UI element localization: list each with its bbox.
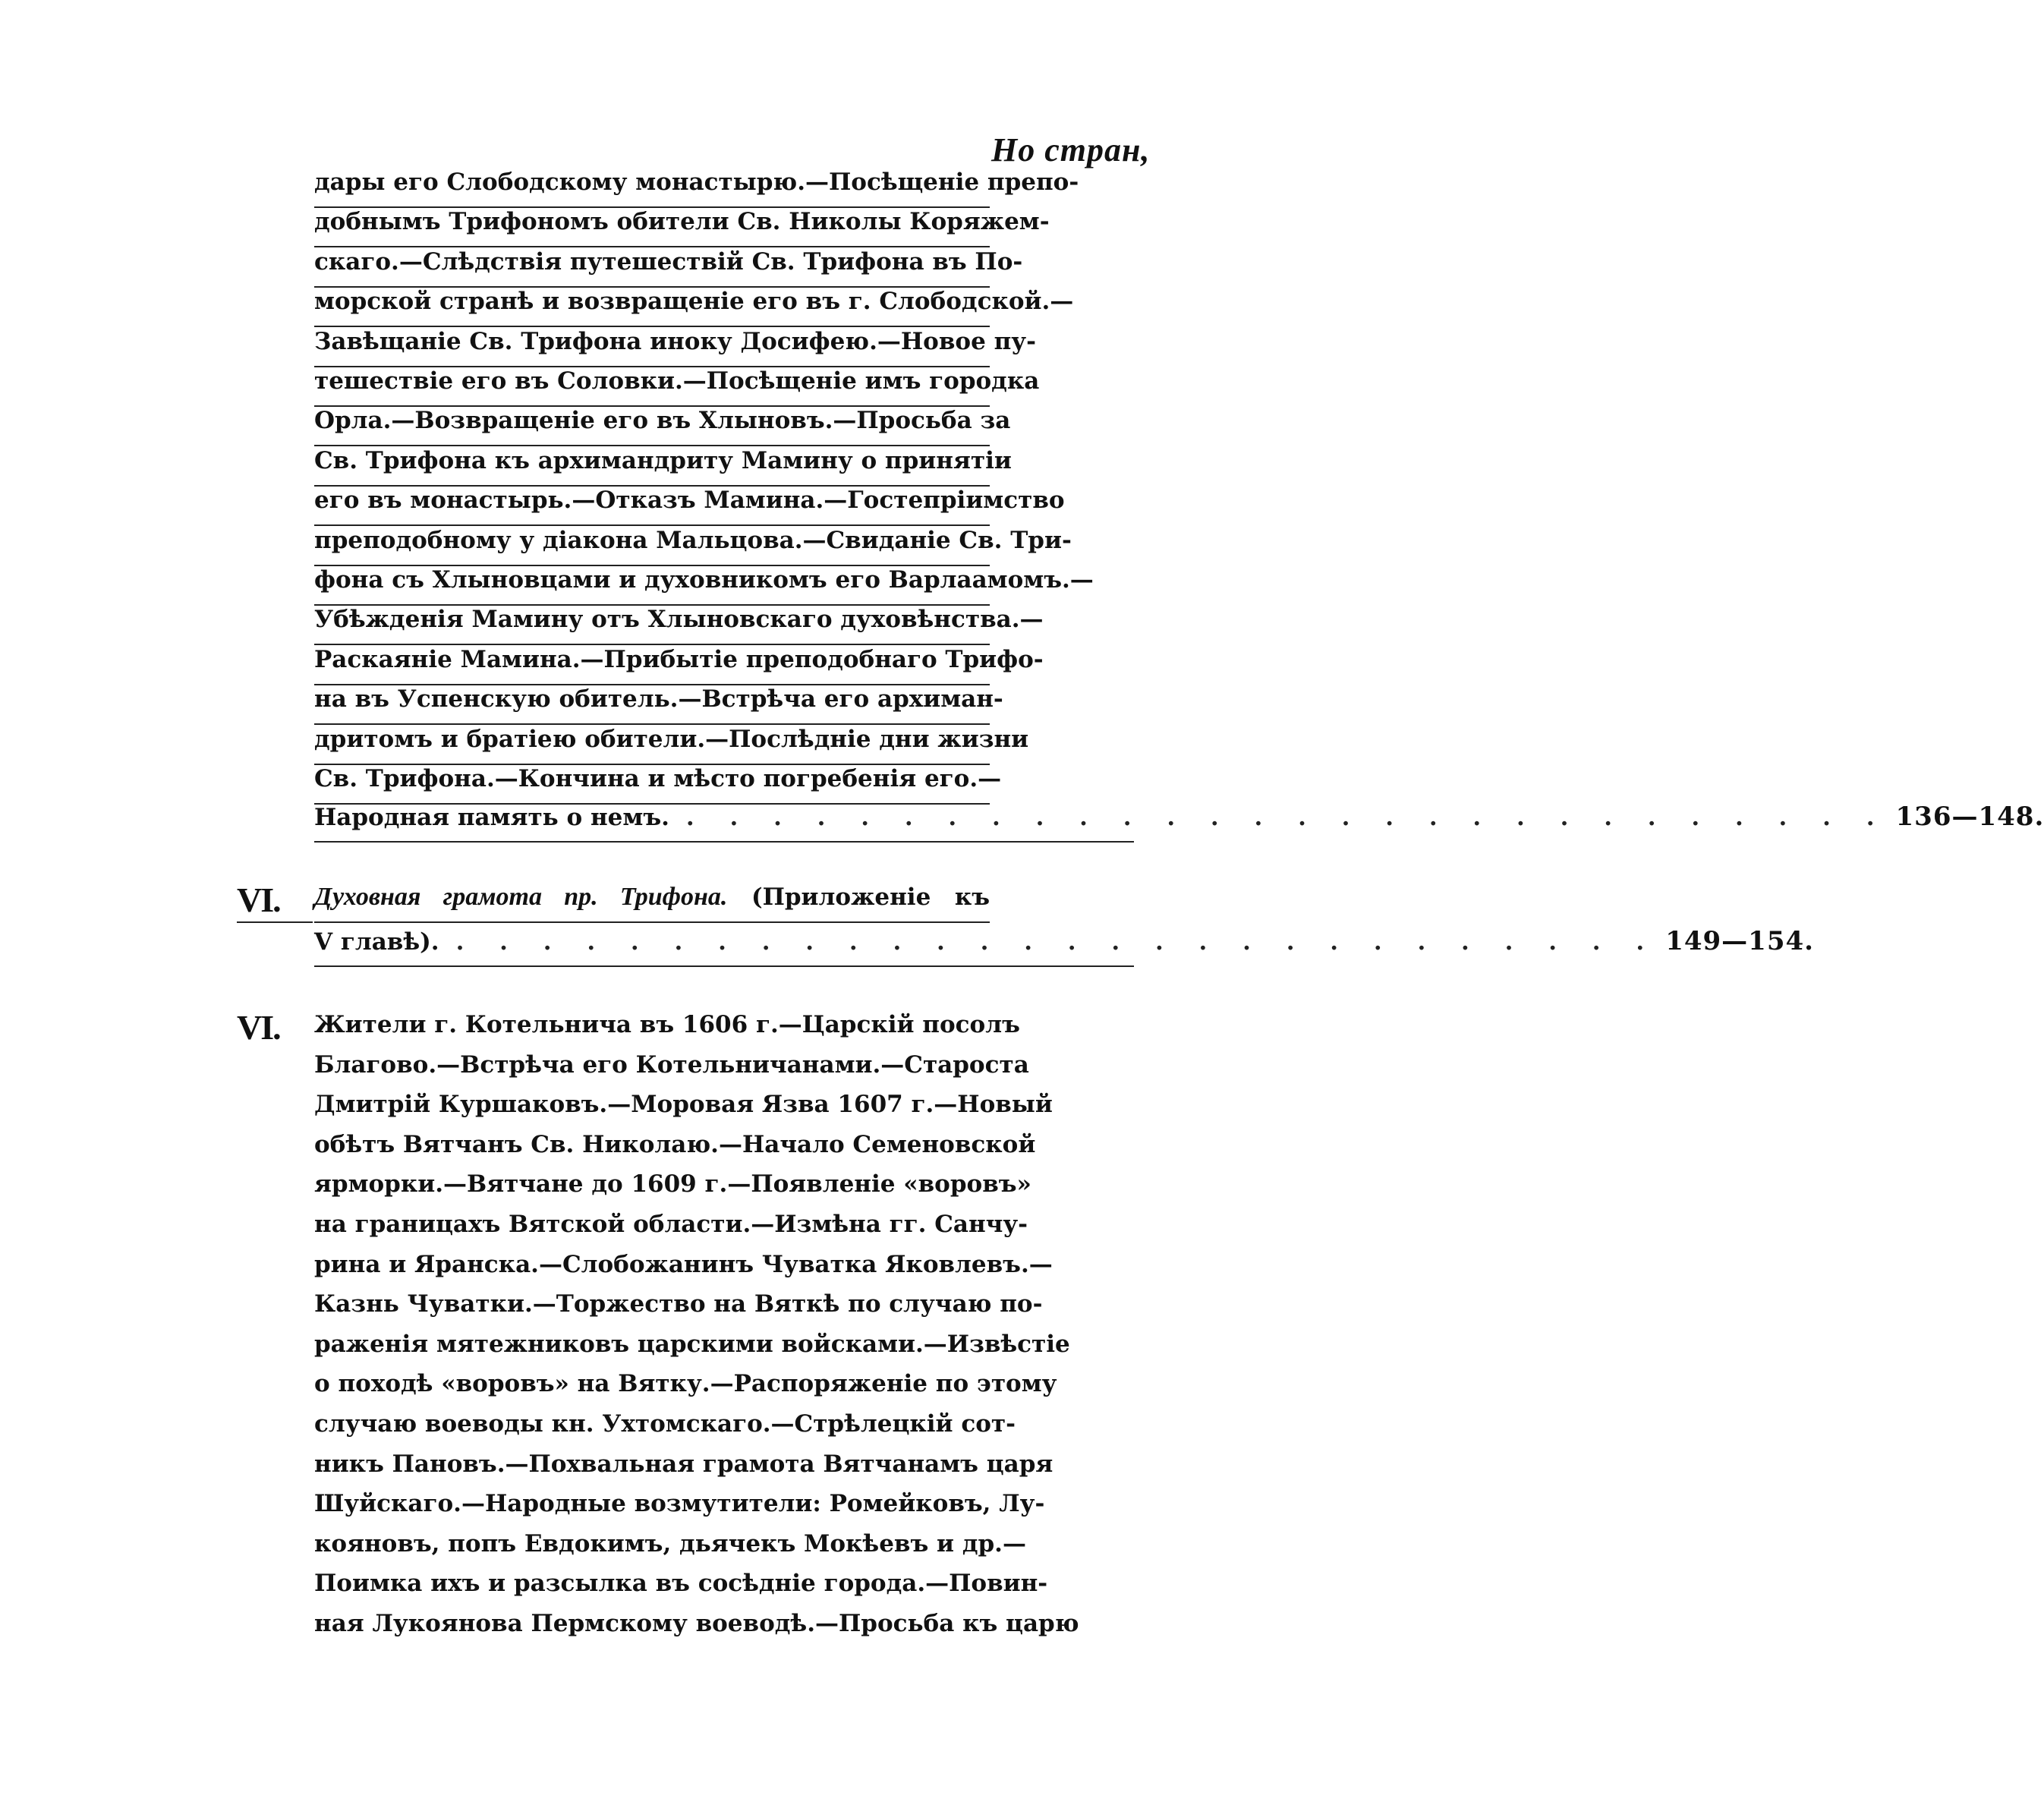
section-vi-a-rule	[237, 921, 313, 923]
section-v-line: преподобному у діакона Мальцова.—Свиданіе Св. Три-	[314, 525, 990, 566]
section-vi-a-page-range: 149—154.	[1665, 926, 1814, 956]
section-vi-b-number: VI.	[237, 1008, 280, 1047]
section-v-line: скаго.—Слѣдствія путешествій Св. Трифона въ По-	[314, 247, 990, 288]
leader-dots: . . . . . . . . . . . . . . . . . . . . . . . . . . . .	[455, 928, 1658, 956]
section-vi-b-line: случаю воеводы кн. Ухтомскаго.—Стрѣлецкій сот-	[314, 1410, 1016, 1438]
section-v-final-line	[314, 802, 2044, 843]
leader-dots: . . . . . . . . . . . . . . . . . . . . . . . . . . . .	[685, 804, 1888, 831]
section-vi-b-line: ярморки.—Вятчане до 1609 г.—Появленіе «воровъ»	[314, 1170, 1031, 1199]
section-vi-b-line: Благово.—Встрѣча его Котельничанами.—Староста	[314, 1050, 1029, 1079]
section-v-line: Св. Трифона къ архимандриту Мамину о принятіи	[314, 446, 990, 487]
section-v-line: дритомъ и братіею обители.—Послѣдніе дни жизни	[314, 724, 990, 765]
section-v-page-range: 136—148.	[1895, 802, 2044, 832]
section-v-line: его въ монастырь.—Отказъ Мамина.—Гостепріимство	[314, 485, 990, 526]
section-vi-b-line: Поимка ихъ и разсылка въ сосѣдніе города.—Повин-	[314, 1570, 1048, 1598]
section-v-line: фона съ Хлыновцами и духовникомъ его Варлаамомъ.—	[314, 565, 990, 606]
running-header: Но стран,	[991, 131, 1151, 169]
section-v-line: добнымъ Трифономъ обители Св. Николы Коряжем-	[314, 206, 990, 247]
section-v-last-line-text: Народная память о немъ.	[314, 804, 669, 831]
section-vi-a-title-rest: (Приложеніе къ	[751, 884, 990, 911]
section-vi-b-line: раженія мятежниковъ царскими войсками.—Извѣстіе	[314, 1330, 1070, 1358]
section-vi-b-line: Жители г. Котельнича въ 1606 г.—Царскій посолъ	[314, 1011, 1020, 1038]
section-vi-b-line: Казнь Чуватки.—Торжество на Вяткѣ по случаю по-	[314, 1290, 1043, 1318]
section-vi-b-line: ная Лукоянова Пермскому воеводѣ.—Просьба къ царю	[314, 1610, 1079, 1637]
section-vi-b-line: никъ Пановъ.—Похвальная грамота Вятчанамъ царя	[314, 1450, 1053, 1478]
section-v-line: на въ Успенскую обитель.—Встрѣча его архиман-	[314, 684, 990, 725]
section-vi-b-line: о походѣ «воровъ» на Вятку.—Распоряженіе по этому	[314, 1370, 1057, 1398]
section-vi-b-line: Шуйскаго.—Народные возмутители: Ромейковъ, Лу-	[314, 1490, 1045, 1518]
section-vi-a-number: VI.	[237, 880, 280, 919]
section-v-line: тешествіе его въ Соловки.—Посѣщеніе имъ городка	[314, 366, 990, 407]
section-vi-b-line: обѣтъ Вятчанъ Св. Николаю.—Начало Семеновской	[314, 1130, 1036, 1158]
section-v-line: Завѣщаніе Св. Трифона иноку Досифею.—Новое пу-	[314, 326, 990, 367]
section-v-line: Раскаяніе Мамина.—Прибытіе преподобнаго Трифо-	[314, 644, 990, 685]
section-vi-b-line: на границахъ Вятской области.—Измѣна гг. Санчу-	[314, 1211, 1028, 1238]
section-vi-b-line: кояновъ, попъ Евдокимъ, дьячекъ Мокѣевъ и др.—	[314, 1529, 1026, 1558]
section-v-line: Орла.—Возвращеніе его въ Хлыновъ.—Просьба за	[314, 405, 990, 446]
section-vi-a-final-line	[314, 926, 1814, 967]
section-v-line: дары его Слободскому монастырю.—Посѣщеніе препо-	[314, 167, 990, 208]
section-vi-a-title-line	[314, 882, 990, 923]
section-v-line: Убѣжденія Мамину отъ Хлыновскаго духовѣнства.—	[314, 604, 990, 645]
section-vi-a-last-line-text: V главѣ).	[314, 928, 439, 956]
section-vi-b-line: рина и Яранска.—Слобожанинъ Чуватка Яковлевъ.—	[314, 1250, 1053, 1278]
section-v-line: Св. Трифона.—Кончина и мѣсто погребенія его.—	[314, 764, 990, 805]
section-vi-b-line: Дмитрій Куршаковъ.—Моровая Язва 1607 г.—Новый	[314, 1091, 1053, 1119]
section-v-line: морской странѣ и возвращеніе его въ г. Слободской.—	[314, 286, 990, 327]
section-vi-a-title-italic: Духовная грамота пр. Трифона.	[314, 883, 728, 911]
